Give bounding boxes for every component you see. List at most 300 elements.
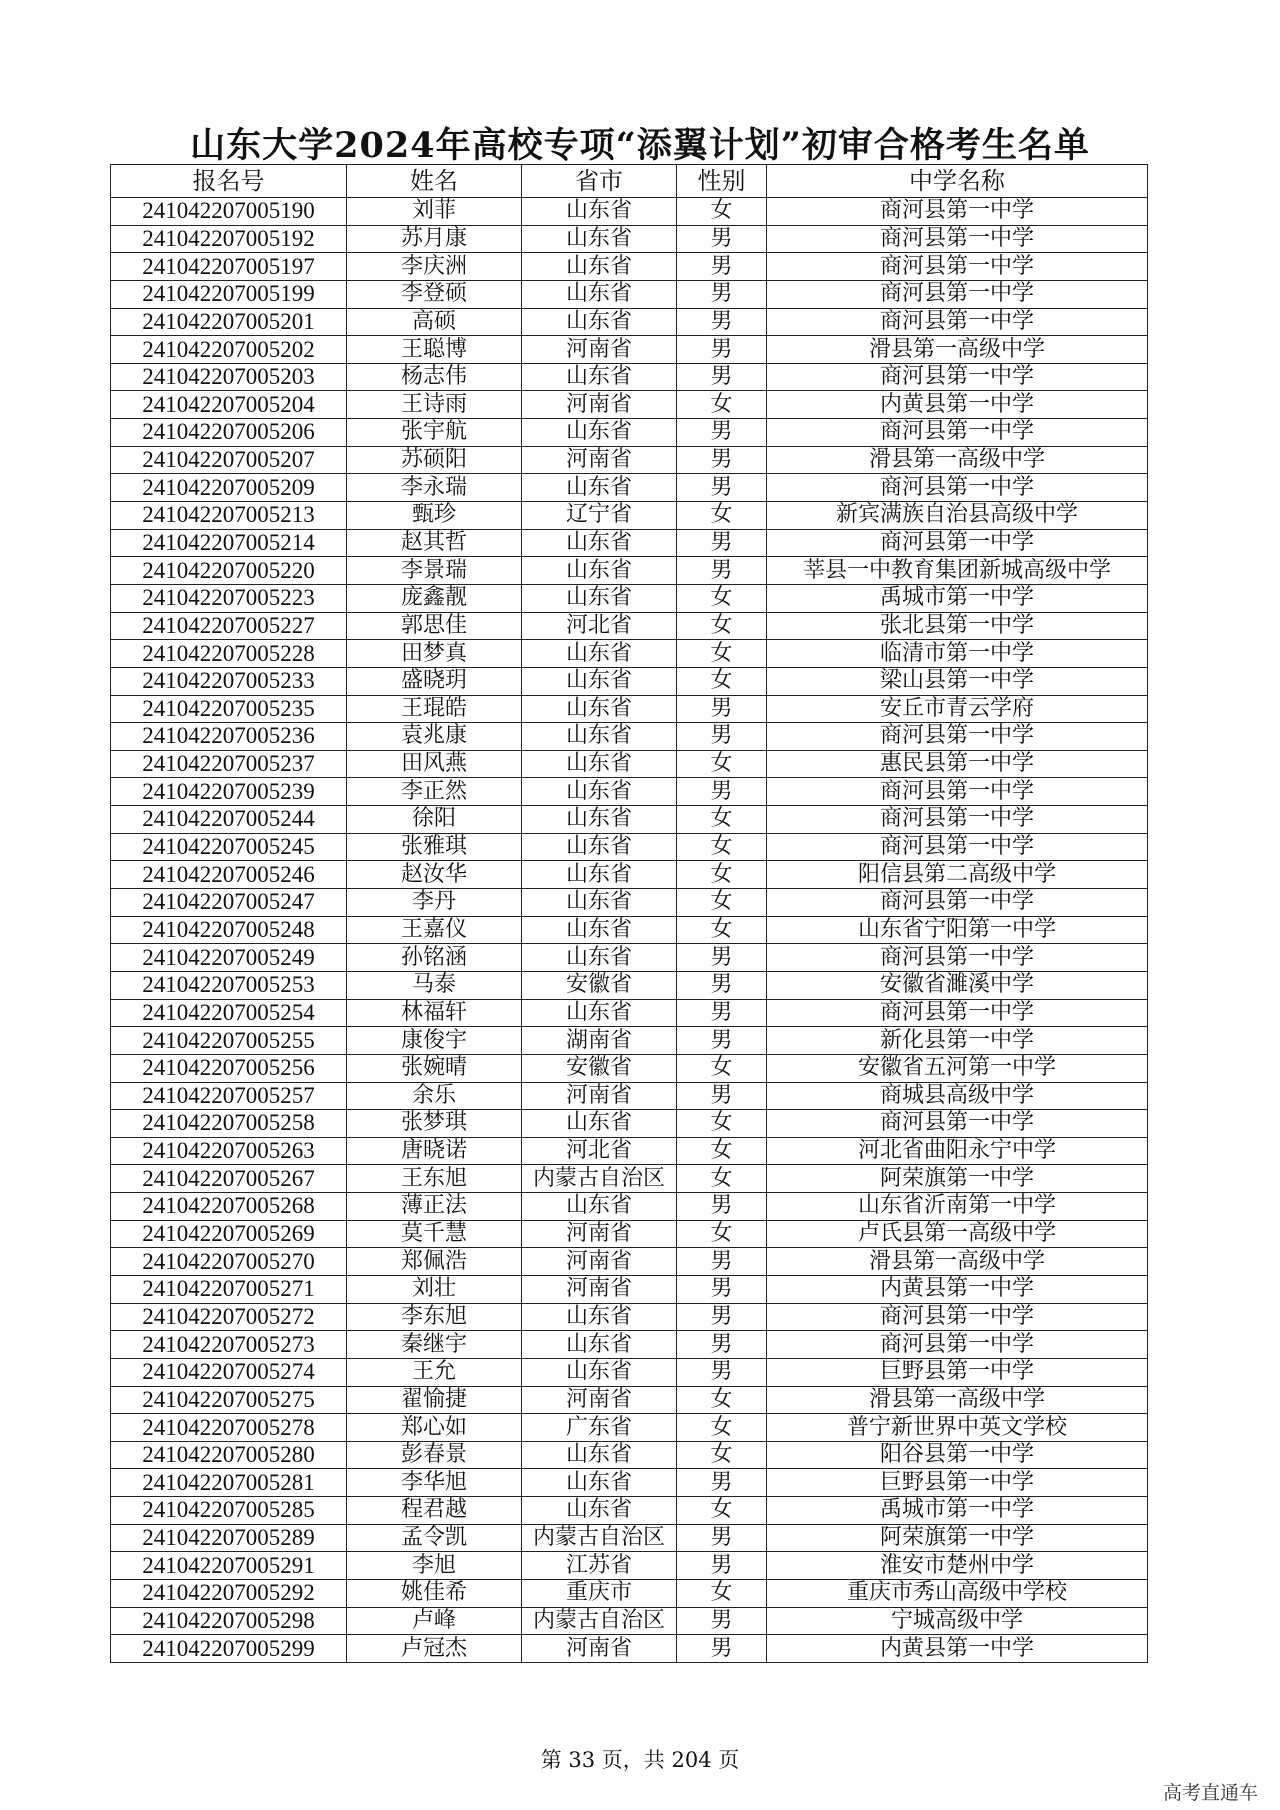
- school-cell: 商河县第一中学: [767, 225, 1148, 253]
- table-row: [111, 419, 1148, 447]
- name-cell: 袁兆康: [347, 723, 522, 751]
- table-header-row: [111, 165, 1148, 198]
- table-row: [111, 723, 1148, 751]
- registration-number-cell: 241042207005214: [111, 529, 347, 557]
- province-cell: 山东省: [522, 474, 677, 502]
- name-cell: 唐晓诺: [347, 1137, 522, 1165]
- table-row: [111, 1414, 1148, 1442]
- province-cell: 河南省: [522, 446, 677, 474]
- registration-number-cell: 241042207005190: [111, 198, 347, 226]
- registration-number-cell: 241042207005220: [111, 557, 347, 585]
- gender-cell: 女: [677, 667, 767, 695]
- province-cell: 山东省: [522, 723, 677, 751]
- table-row: [111, 557, 1148, 585]
- name-cell: 田梦真: [347, 640, 522, 668]
- gender-cell: 男: [677, 1248, 767, 1276]
- table-row: [111, 1275, 1148, 1303]
- gender-cell: 女: [677, 806, 767, 834]
- registration-number-cell: 241042207005207: [111, 446, 347, 474]
- table-row: [111, 446, 1148, 474]
- gender-cell: 女: [677, 1165, 767, 1193]
- name-cell: 郭思佳: [347, 612, 522, 640]
- gender-cell: 女: [677, 640, 767, 668]
- gender-cell: 男: [677, 1193, 767, 1221]
- registration-number-cell: 241042207005244: [111, 806, 347, 834]
- gender-cell: 男: [677, 999, 767, 1027]
- registration-number-cell: 241042207005235: [111, 695, 347, 723]
- name-cell: 甄珍: [347, 502, 522, 530]
- province-cell: 广东省: [522, 1414, 677, 1442]
- name-cell: 田风燕: [347, 750, 522, 778]
- province-cell: 山东省: [522, 419, 677, 447]
- table-row: [111, 861, 1148, 889]
- table-row: [111, 695, 1148, 723]
- table-row: [111, 1165, 1148, 1193]
- gender-cell: 女: [677, 1414, 767, 1442]
- name-cell: 赵其哲: [347, 529, 522, 557]
- gender-cell: 男: [677, 971, 767, 999]
- registration-number-cell: 241042207005253: [111, 971, 347, 999]
- school-cell: 阿荣旗第一中学: [767, 1165, 1148, 1193]
- school-cell: 商河县第一中学: [767, 308, 1148, 336]
- school-cell: 滑县第一高级中学: [767, 1248, 1148, 1276]
- table-row: [111, 529, 1148, 557]
- school-cell: 莘县一中教育集团新城高级中学: [767, 557, 1148, 585]
- school-cell: 河北省曲阳永宁中学: [767, 1137, 1148, 1165]
- gender-cell: 女: [677, 916, 767, 944]
- registration-number-cell: 241042207005254: [111, 999, 347, 1027]
- table-body: [111, 198, 1148, 1663]
- school-cell: 滑县第一高级中学: [767, 336, 1148, 364]
- name-cell: 程君越: [347, 1497, 522, 1525]
- school-cell: 阳信县第二高级中学: [767, 861, 1148, 889]
- school-cell: 商河县第一中学: [767, 889, 1148, 917]
- province-cell: 河南省: [522, 336, 677, 364]
- table-row: [111, 1580, 1148, 1608]
- table-row: [111, 1635, 1148, 1663]
- name-cell: 庞鑫靓: [347, 584, 522, 612]
- table-row: [111, 750, 1148, 778]
- registration-number-cell: 241042207005267: [111, 1165, 347, 1193]
- school-cell: 安徽省濉溪中学: [767, 971, 1148, 999]
- school-cell: 商河县第一中学: [767, 198, 1148, 226]
- name-cell: 王允: [347, 1358, 522, 1386]
- registration-number-cell: 241042207005197: [111, 253, 347, 281]
- name-cell: 郑佩浩: [347, 1248, 522, 1276]
- registration-number-cell: 241042207005223: [111, 584, 347, 612]
- name-cell: 王聪博: [347, 336, 522, 364]
- registration-number-cell: 241042207005204: [111, 391, 347, 419]
- school-cell: 商河县第一中学: [767, 363, 1148, 391]
- gender-cell: 男: [677, 280, 767, 308]
- table-row: [111, 778, 1148, 806]
- name-cell: 刘壮: [347, 1275, 522, 1303]
- name-cell: 刘菲: [347, 198, 522, 226]
- gender-cell: 男: [677, 557, 767, 585]
- province-cell: 山东省: [522, 750, 677, 778]
- province-cell: 河南省: [522, 1082, 677, 1110]
- school-cell: 商河县第一中学: [767, 253, 1148, 281]
- name-cell: 高硕: [347, 308, 522, 336]
- province-cell: 山东省: [522, 806, 677, 834]
- school-cell: 阿荣旗第一中学: [767, 1524, 1148, 1552]
- registration-number-cell: 241042207005247: [111, 889, 347, 917]
- province-cell: 山东省: [522, 363, 677, 391]
- gender-cell: 女: [677, 502, 767, 530]
- table-row: [111, 280, 1148, 308]
- table-row: [111, 612, 1148, 640]
- table-row: [111, 502, 1148, 530]
- school-cell: 商河县第一中学: [767, 833, 1148, 861]
- table-row: [111, 1193, 1148, 1221]
- name-cell: 姚佳希: [347, 1580, 522, 1608]
- school-cell: 商河县第一中学: [767, 1303, 1148, 1331]
- province-cell: 山东省: [522, 944, 677, 972]
- name-cell: 苏月康: [347, 225, 522, 253]
- province-cell: 山东省: [522, 778, 677, 806]
- registration-number-cell: 241042207005281: [111, 1469, 347, 1497]
- school-cell: 重庆市秀山高级中学校: [767, 1580, 1148, 1608]
- table-row: [111, 474, 1148, 502]
- gender-cell: 男: [677, 778, 767, 806]
- school-cell: 安丘市青云学府: [767, 695, 1148, 723]
- school-cell: 巨野县第一中学: [767, 1469, 1148, 1497]
- province-cell: 河南省: [522, 1220, 677, 1248]
- school-cell: 安徽省五河第一中学: [767, 1054, 1148, 1082]
- table-row: [111, 363, 1148, 391]
- table-row: [111, 1054, 1148, 1082]
- gender-cell: 女: [677, 889, 767, 917]
- province-cell: 山东省: [522, 1469, 677, 1497]
- table-row: [111, 1303, 1148, 1331]
- registration-number-cell: 241042207005289: [111, 1524, 347, 1552]
- school-cell: 商河县第一中学: [767, 723, 1148, 751]
- header-school: 中学名称: [767, 165, 1148, 198]
- registration-number-cell: 241042207005203: [111, 363, 347, 391]
- name-cell: 李永瑞: [347, 474, 522, 502]
- gender-cell: 女: [677, 1137, 767, 1165]
- registration-number-cell: 241042207005201: [111, 308, 347, 336]
- table-row: [111, 391, 1148, 419]
- school-cell: 内黄县第一中学: [767, 1635, 1148, 1663]
- name-cell: 孙铭涵: [347, 944, 522, 972]
- header-name: 姓名: [347, 165, 522, 198]
- school-cell: 淮安市楚州中学: [767, 1552, 1148, 1580]
- table-row: [111, 308, 1148, 336]
- gender-cell: 女: [677, 391, 767, 419]
- name-cell: 李丹: [347, 889, 522, 917]
- name-cell: 王东旭: [347, 1165, 522, 1193]
- gender-cell: 男: [677, 1027, 767, 1055]
- province-cell: 山东省: [522, 1331, 677, 1359]
- name-cell: 马泰: [347, 971, 522, 999]
- name-cell: 赵汝华: [347, 861, 522, 889]
- school-cell: 临清市第一中学: [767, 640, 1148, 668]
- registration-number-cell: 241042207005298: [111, 1607, 347, 1635]
- school-cell: 宁城高级中学: [767, 1607, 1148, 1635]
- registration-number-cell: 241042207005263: [111, 1137, 347, 1165]
- school-cell: 商河县第一中学: [767, 944, 1148, 972]
- table-row: [111, 225, 1148, 253]
- gender-cell: 男: [677, 1524, 767, 1552]
- name-cell: 张雅琪: [347, 833, 522, 861]
- name-cell: 杨志伟: [347, 363, 522, 391]
- school-cell: 商河县第一中学: [767, 999, 1148, 1027]
- header-province: 省市: [522, 165, 677, 198]
- school-cell: 巨野县第一中学: [767, 1358, 1148, 1386]
- gender-cell: 男: [677, 225, 767, 253]
- gender-cell: 女: [677, 1497, 767, 1525]
- page-title: 山东大学2024年高校专项“添翼计划”初审合格考生名单: [190, 125, 1090, 166]
- gender-cell: 男: [677, 1607, 767, 1635]
- table-row: [111, 999, 1148, 1027]
- gender-cell: 男: [677, 1331, 767, 1359]
- table-row: [111, 667, 1148, 695]
- gender-cell: 男: [677, 1635, 767, 1663]
- table-row: [111, 1552, 1148, 1580]
- registration-number-cell: 241042207005192: [111, 225, 347, 253]
- registration-number-cell: 241042207005209: [111, 474, 347, 502]
- name-cell: 李华旭: [347, 1469, 522, 1497]
- province-cell: 山东省: [522, 198, 677, 226]
- table-row: [111, 916, 1148, 944]
- gender-cell: 男: [677, 1552, 767, 1580]
- school-cell: 商城县高级中学: [767, 1082, 1148, 1110]
- province-cell: 山东省: [522, 584, 677, 612]
- name-cell: 王琨皓: [347, 695, 522, 723]
- name-cell: 秦继宇: [347, 1331, 522, 1359]
- school-cell: 商河县第一中学: [767, 778, 1148, 806]
- province-cell: 山东省: [522, 1303, 677, 1331]
- table-row: [111, 1082, 1148, 1110]
- province-cell: 山东省: [522, 253, 677, 281]
- gender-cell: 男: [677, 723, 767, 751]
- province-cell: 重庆市: [522, 1580, 677, 1608]
- name-cell: 张宇航: [347, 419, 522, 447]
- registration-number-cell: 241042207005270: [111, 1248, 347, 1276]
- province-cell: 内蒙古自治区: [522, 1165, 677, 1193]
- school-cell: 山东省宁阳第一中学: [767, 916, 1148, 944]
- school-cell: 商河县第一中学: [767, 419, 1148, 447]
- candidate-table: [110, 164, 1148, 1663]
- province-cell: 山东省: [522, 225, 677, 253]
- name-cell: 莫千慧: [347, 1220, 522, 1248]
- name-cell: 康俊宇: [347, 1027, 522, 1055]
- registration-number-cell: 241042207005278: [111, 1414, 347, 1442]
- province-cell: 河南省: [522, 1248, 677, 1276]
- name-cell: 王诗雨: [347, 391, 522, 419]
- province-cell: 山东省: [522, 916, 677, 944]
- name-cell: 卢冠杰: [347, 1635, 522, 1663]
- school-cell: 新宾满族自治县高级中学: [767, 502, 1148, 530]
- table-row: [111, 1358, 1148, 1386]
- school-cell: 商河县第一中学: [767, 806, 1148, 834]
- gender-cell: 女: [677, 584, 767, 612]
- table-row: [111, 944, 1148, 972]
- province-cell: 河北省: [522, 612, 677, 640]
- table-row: [111, 833, 1148, 861]
- table-row: [111, 1441, 1148, 1469]
- registration-number-cell: 241042207005273: [111, 1331, 347, 1359]
- registration-number-cell: 241042207005256: [111, 1054, 347, 1082]
- province-cell: 安徽省: [522, 971, 677, 999]
- name-cell: 张梦琪: [347, 1110, 522, 1138]
- registration-number-cell: 241042207005202: [111, 336, 347, 364]
- registration-number-cell: 241042207005275: [111, 1386, 347, 1414]
- gender-cell: 女: [677, 1580, 767, 1608]
- gender-cell: 男: [677, 1358, 767, 1386]
- gender-cell: 女: [677, 833, 767, 861]
- school-cell: 滑县第一高级中学: [767, 446, 1148, 474]
- registration-number-cell: 241042207005258: [111, 1110, 347, 1138]
- gender-cell: 男: [677, 1082, 767, 1110]
- province-cell: 河南省: [522, 1635, 677, 1663]
- school-cell: 禹城市第一中学: [767, 1497, 1148, 1525]
- school-cell: 山东省沂南第一中学: [767, 1193, 1148, 1221]
- province-cell: 山东省: [522, 1110, 677, 1138]
- province-cell: 山东省: [522, 280, 677, 308]
- table-row: [111, 1331, 1148, 1359]
- gender-cell: 男: [677, 446, 767, 474]
- registration-number-cell: 241042207005206: [111, 419, 347, 447]
- name-cell: 李庆洲: [347, 253, 522, 281]
- province-cell: 山东省: [522, 1441, 677, 1469]
- gender-cell: 男: [677, 695, 767, 723]
- registration-number-cell: 241042207005269: [111, 1220, 347, 1248]
- registration-number-cell: 241042207005291: [111, 1552, 347, 1580]
- gender-cell: 男: [677, 363, 767, 391]
- name-cell: 盛晓玥: [347, 667, 522, 695]
- school-cell: 滑县第一高级中学: [767, 1386, 1148, 1414]
- registration-number-cell: 241042207005213: [111, 502, 347, 530]
- registration-number-cell: 241042207005280: [111, 1441, 347, 1469]
- header-gender: 性别: [677, 165, 767, 198]
- registration-number-cell: 241042207005245: [111, 833, 347, 861]
- province-cell: 辽宁省: [522, 502, 677, 530]
- registration-number-cell: 241042207005237: [111, 750, 347, 778]
- name-cell: 余乐: [347, 1082, 522, 1110]
- registration-number-cell: 241042207005233: [111, 667, 347, 695]
- school-cell: 商河县第一中学: [767, 1331, 1148, 1359]
- page-footer: 第 33 页，共 204 页: [540, 1748, 740, 1772]
- registration-number-cell: 241042207005249: [111, 944, 347, 972]
- registration-number-cell: 241042207005236: [111, 723, 347, 751]
- province-cell: 山东省: [522, 833, 677, 861]
- province-cell: 山东省: [522, 640, 677, 668]
- table-row: [111, 584, 1148, 612]
- registration-number-cell: 241042207005227: [111, 612, 347, 640]
- province-cell: 安徽省: [522, 1054, 677, 1082]
- registration-number-cell: 241042207005272: [111, 1303, 347, 1331]
- registration-number-cell: 241042207005292: [111, 1580, 347, 1608]
- province-cell: 山东省: [522, 999, 677, 1027]
- registration-number-cell: 241042207005274: [111, 1358, 347, 1386]
- name-cell: 徐阳: [347, 806, 522, 834]
- school-cell: 内黄县第一中学: [767, 1275, 1148, 1303]
- province-cell: 河南省: [522, 1386, 677, 1414]
- name-cell: 彭春景: [347, 1441, 522, 1469]
- table-row: [111, 1469, 1148, 1497]
- registration-number-cell: 241042207005257: [111, 1082, 347, 1110]
- gender-cell: 男: [677, 474, 767, 502]
- name-cell: 孟令凯: [347, 1524, 522, 1552]
- table-row: [111, 889, 1148, 917]
- gender-cell: 女: [677, 1054, 767, 1082]
- table-row: [111, 198, 1148, 226]
- school-cell: 卢氏县第一高级中学: [767, 1220, 1148, 1248]
- gender-cell: 女: [677, 1386, 767, 1414]
- gender-cell: 男: [677, 336, 767, 364]
- province-cell: 内蒙古自治区: [522, 1607, 677, 1635]
- school-cell: 张北县第一中学: [767, 612, 1148, 640]
- school-cell: 商河县第一中学: [767, 280, 1148, 308]
- table-row: [111, 806, 1148, 834]
- table-row: [111, 1524, 1148, 1552]
- table-row: [111, 1110, 1148, 1138]
- registration-number-cell: 241042207005246: [111, 861, 347, 889]
- province-cell: 内蒙古自治区: [522, 1524, 677, 1552]
- table-row: [111, 253, 1148, 281]
- name-cell: 李正然: [347, 778, 522, 806]
- registration-number-cell: 241042207005228: [111, 640, 347, 668]
- name-cell: 李景瑞: [347, 557, 522, 585]
- registration-number-cell: 241042207005299: [111, 1635, 347, 1663]
- gender-cell: 女: [677, 750, 767, 778]
- province-cell: 河北省: [522, 1137, 677, 1165]
- table-row: [111, 1220, 1148, 1248]
- school-cell: 商河县第一中学: [767, 529, 1148, 557]
- table-row: [111, 1386, 1148, 1414]
- table-row: [111, 1137, 1148, 1165]
- name-cell: 薄正法: [347, 1193, 522, 1221]
- name-cell: 翟愉捷: [347, 1386, 522, 1414]
- name-cell: 张婉晴: [347, 1054, 522, 1082]
- gender-cell: 男: [677, 1469, 767, 1497]
- province-cell: 河南省: [522, 1275, 677, 1303]
- name-cell: 卢峰: [347, 1607, 522, 1635]
- province-cell: 山东省: [522, 889, 677, 917]
- province-cell: 山东省: [522, 1358, 677, 1386]
- school-cell: 内黄县第一中学: [767, 391, 1148, 419]
- header-registration-number: 报名号: [111, 165, 347, 198]
- school-cell: 阳谷县第一中学: [767, 1441, 1148, 1469]
- province-cell: 山东省: [522, 308, 677, 336]
- province-cell: 湖南省: [522, 1027, 677, 1055]
- gender-cell: 女: [677, 1220, 767, 1248]
- school-cell: 商河县第一中学: [767, 474, 1148, 502]
- name-cell: 李东旭: [347, 1303, 522, 1331]
- table-row: [111, 971, 1148, 999]
- name-cell: 苏硕阳: [347, 446, 522, 474]
- province-cell: 山东省: [522, 557, 677, 585]
- province-cell: 山东省: [522, 1193, 677, 1221]
- table-row: [111, 1497, 1148, 1525]
- gender-cell: 女: [677, 198, 767, 226]
- registration-number-cell: 241042207005239: [111, 778, 347, 806]
- table-row: [111, 1027, 1148, 1055]
- watermark: 高考直通车: [1162, 1782, 1258, 1804]
- registration-number-cell: 241042207005268: [111, 1193, 347, 1221]
- province-cell: 山东省: [522, 861, 677, 889]
- school-cell: 普宁新世界中英文学校: [767, 1414, 1148, 1442]
- school-cell: 商河县第一中学: [767, 1110, 1148, 1138]
- table-row: [111, 336, 1148, 364]
- gender-cell: 男: [677, 944, 767, 972]
- registration-number-cell: 241042207005255: [111, 1027, 347, 1055]
- table-row: [111, 1248, 1148, 1276]
- name-cell: 李旭: [347, 1552, 522, 1580]
- name-cell: 郑心如: [347, 1414, 522, 1442]
